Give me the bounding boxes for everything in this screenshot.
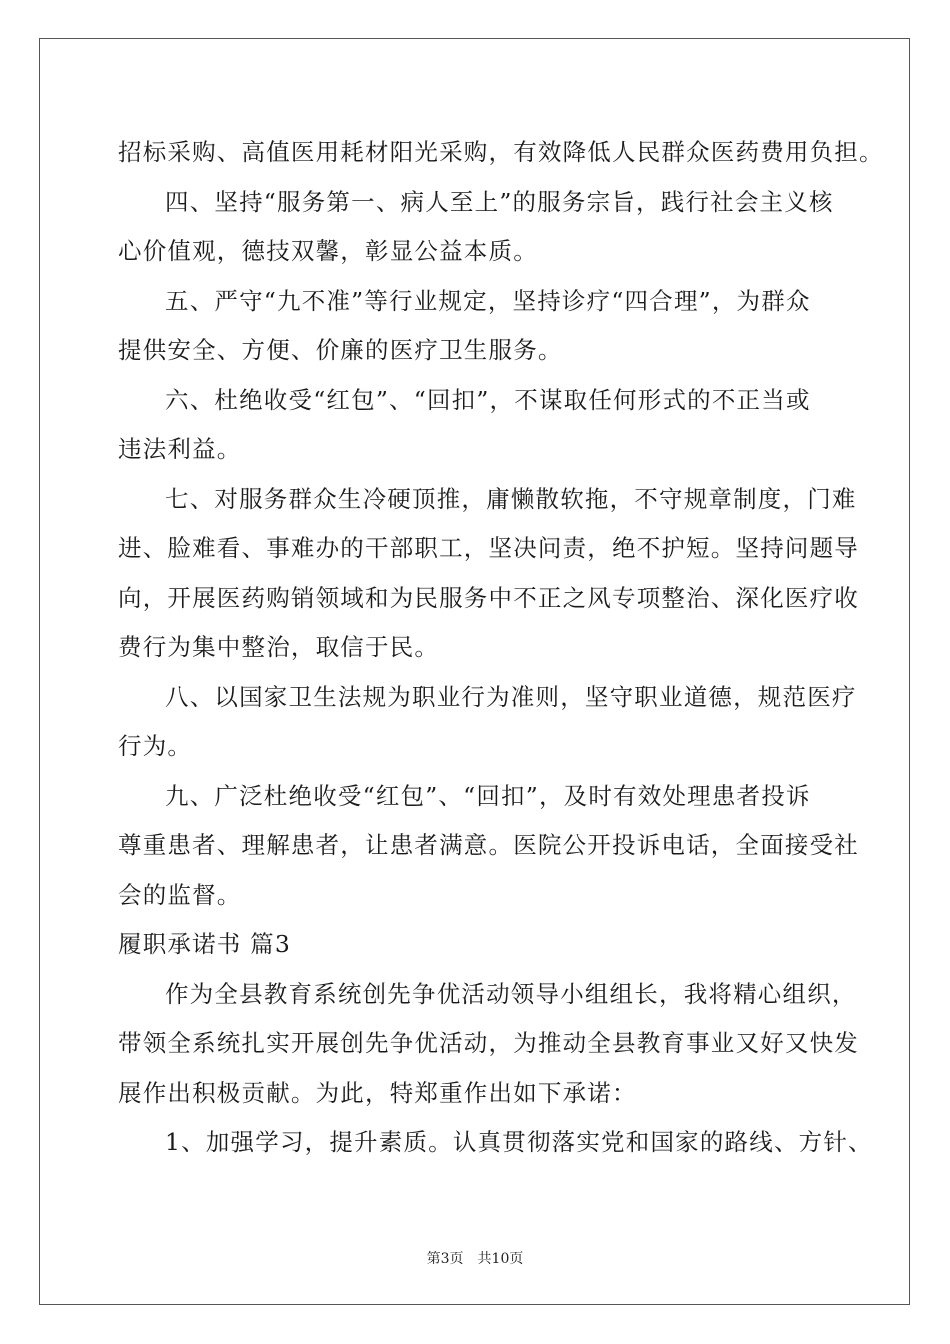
page-footer	[0, 1248, 950, 1268]
text-line: 向，开展医药购销领域和为民服务中不正之风专项整治、深化医疗收	[118, 583, 859, 612]
document-body	[118, 128, 884, 1168]
text-line: 展作出积极贡献。为此，特郑重作出如下承诺：	[118, 1078, 637, 1107]
text-line: 心价值观，德技双馨，彰显公益本质。	[118, 237, 538, 265]
text-line: 1、加强学习，提升素质。认真贯彻落实党和国家的路线、方针、	[165, 1128, 873, 1156]
text-line: 费行为集中整治，取信于民。	[118, 633, 440, 661]
text-line: 七、对服务群众生冷硬顶推，庸懒散软拖，不守规章制度，门难	[165, 484, 857, 513]
text-line: 八、以国家卫生法规为职业行为准则，坚守职业道德，规范医疗	[165, 682, 857, 711]
text-line: 六、杜绝收受“红包”、“回扣”，不谋取任何形式的不正当或	[165, 385, 811, 414]
text-line: 招标采购、高值医用耗材阳光采购，有效降低人民群众医药费用负担。	[118, 138, 884, 166]
text-line: 作为全县教育系统创先争优活动领导小组组长，我将精心组织，	[165, 979, 857, 1008]
page-number: 第3页	[426, 1251, 464, 1267]
text-line: 九、广泛杜绝收受“红包”、“回扣”，及时有效处理患者投诉	[165, 781, 811, 810]
section-heading: 履职承诺书 篇3	[118, 930, 292, 958]
text-line: 尊重患者、理解患者，让患者满意。医院公开投诉电话，全面接受社	[118, 831, 859, 859]
page-total: 共10页	[477, 1251, 524, 1267]
text-line: 会的监督。	[118, 880, 242, 909]
text-line: 行为。	[118, 732, 193, 760]
text-line: 提供安全、方便、价廉的医疗卫生服务。	[118, 336, 563, 364]
text-line: 四、坚持“服务第一、病人至上”的服务宗旨，践行社会主义核	[165, 187, 834, 216]
text-line: 违法利益。	[118, 435, 242, 463]
text-line: 五、严守“九不准”等行业规定，坚持诊疗“四合理”，为群众	[165, 286, 811, 315]
text-line: 进、脸难看、事难办的干部职工，坚决问责，绝不护短。坚持问题导	[118, 534, 859, 562]
text-line: 带领全系统扎实开展创先争优活动，为推动全县教育事业又好又快发	[118, 1029, 859, 1057]
